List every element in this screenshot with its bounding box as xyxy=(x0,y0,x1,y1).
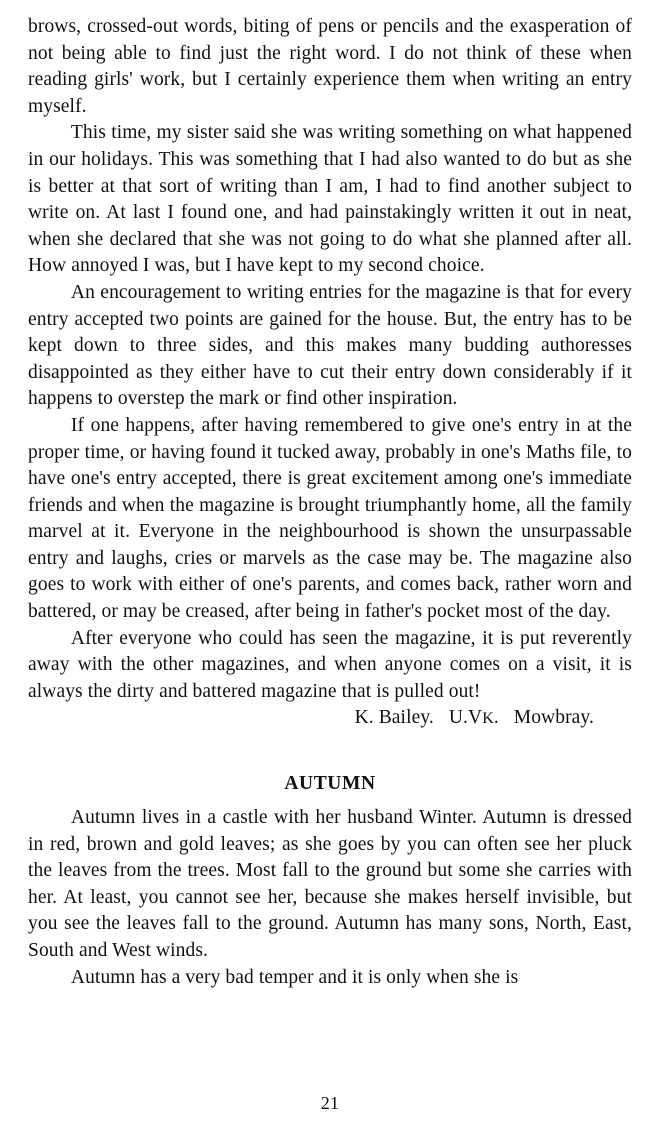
page-number: 21 xyxy=(320,1093,340,1113)
paragraph: After everyone who could has seen the magazine, it is put reverently away with the other magazines, and when anyone comes on a visit, it is always the dirty and battered magazine that is pulled out! xyxy=(28,627,632,702)
article-body-autumn xyxy=(28,805,632,991)
paragraph: An encouragement to writing entries for the magazine is that for every entry accepted two points are gained for the house. But, the entry has to be kept down to three sides, and this makes many budding authoresses disappointed as they either have to cut their entry down considerably if it happens to overstep the mark or find other inspiration. xyxy=(28,281,632,410)
byline-form: U.V xyxy=(448,707,483,729)
article-title: AUTUMN xyxy=(284,773,376,795)
paragraph: If one happens, after having remembered to give one's entry in at the proper time, or having found it tucked away, probably in one's Maths file, to have one's entry accepted, there is great excitement among one's immediate friends and when the magazine is brought triumphantly home, all the family marvel at it. Everyone in the neighbourhood is shown the unsurpassable entry and laughs, cries or marvels as the case may be. The magazine also goes to work with either of one's parents, and comes back, rather worn and battered, or may be creased, after being in father's pocket most of the day. xyxy=(28,414,632,623)
byline-house: Mowbray. xyxy=(513,707,594,729)
paragraph: Autumn has a very bad temper and it is only when she is xyxy=(70,966,519,988)
paragraph: brows, crossed-out words, biting of pens or pencils and the exasperation of not being able to find just the right word. I do not think of these when reading girls' work, but I certainly experience them when writing an entry myself. xyxy=(28,16,632,117)
article-body-continued xyxy=(28,14,632,705)
article-byline xyxy=(28,705,632,733)
paragraph: This time, my sister said she was writing something on what happened in our holidays. This was something that I had also wanted to do but as she is better at that sort of writing than I am, I had to find another subject to write on. At last I found one, and had painstakingly written it out in neat, when she declared that she was not going to do what she planned after all. How annoyed I was, but I have kept to my second choice. xyxy=(28,122,632,277)
paragraph: Autumn lives in a castle with her husband Winter. Autumn is dressed in red, brown and gold leaves; as she goes by you can often see her pluck the leaves from the trees. Most fall to the ground but some she carries with her. At least, you cannot see her, because she makes herself invisible, but you see the leaves fall to the ground. Autumn has many sons, North, East, South and West winds. xyxy=(28,807,632,961)
byline-form-smallcap: K xyxy=(482,710,494,728)
byline-author: K. Bailey. xyxy=(354,707,434,729)
byline-form-period: . xyxy=(493,707,499,729)
